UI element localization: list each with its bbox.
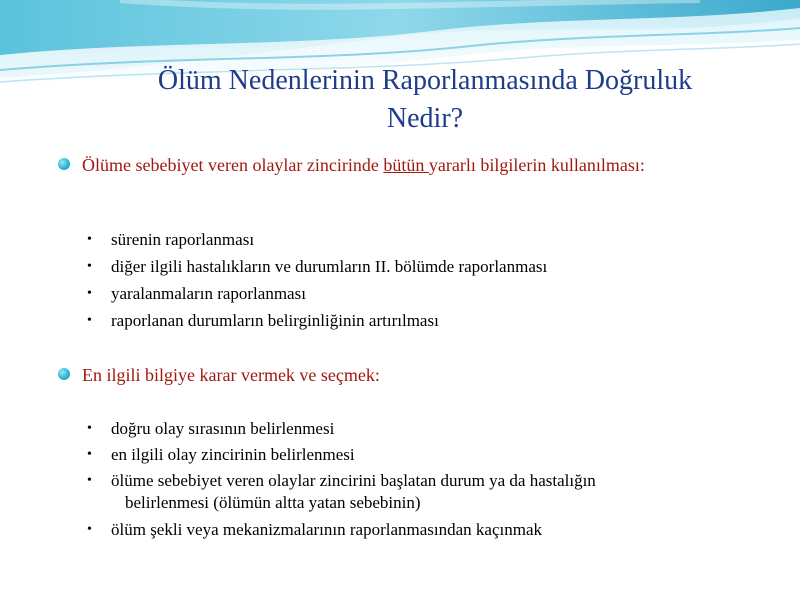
bullet-1-text: Ölüme sebebiyet veren olaylar zincirinde bütün yararlı bilgilerin kullanılması: xyxy=(82,155,645,175)
slide-title xyxy=(90,62,760,138)
sub-bullet-icon: • xyxy=(87,473,92,488)
bullet-2 xyxy=(58,364,760,386)
underlined-word: bütün xyxy=(383,155,429,175)
sub1-item-4: • raporlanan durumların belirginliğinin artırılması xyxy=(87,311,439,330)
sub1-item-3: • yaralanmaların raporlanması xyxy=(87,284,306,303)
sub2-item-4: • ölüm şekli veya mekanizmalarının raporlanmasından kaçınmak xyxy=(87,520,542,539)
title-line-1: Ölüm Nedenlerinin Raporlanmasında Doğruluk xyxy=(157,65,693,96)
sub-bullet-icon: • xyxy=(87,286,92,301)
sub-bullet-icon: • xyxy=(87,313,92,328)
sub-bullet-icon: • xyxy=(87,232,92,247)
sub2-item-1: • doğru olay sırasının belirlenmesi xyxy=(87,419,335,438)
sub-bullet-icon: • xyxy=(87,421,92,436)
sub2-item-2: • en ilgili olay zincirinin belirlenmesi xyxy=(87,445,355,464)
sub2-item-3-continuation: belirlenmesi (ölümün altta yatan sebebinin) xyxy=(125,493,421,512)
bullet-2-text: En ilgili bilgiye karar vermek ve seçmek: xyxy=(82,365,380,385)
sub2-item-3: • ölüme sebebiyet veren olaylar zincirini başlatan durum ya da hastalığın belirlenmesi (ölümün altta yatan sebebinin) xyxy=(87,470,767,514)
bullet-dot-icon xyxy=(58,158,70,170)
sub1-item-1: • sürenin raporlanması xyxy=(87,230,255,249)
sub-bullet-icon: • xyxy=(87,447,92,462)
sub-bullet-icon: • xyxy=(87,259,92,274)
title-line-2: Nedir? xyxy=(386,103,464,134)
bullet-dot-icon xyxy=(58,368,70,380)
sub1-item-2: • diğer ilgili hastalıkların ve durumların II. bölümde raporlanması xyxy=(87,257,548,276)
sub-bullet-icon: • xyxy=(87,522,92,537)
bullet-1 xyxy=(58,154,760,176)
